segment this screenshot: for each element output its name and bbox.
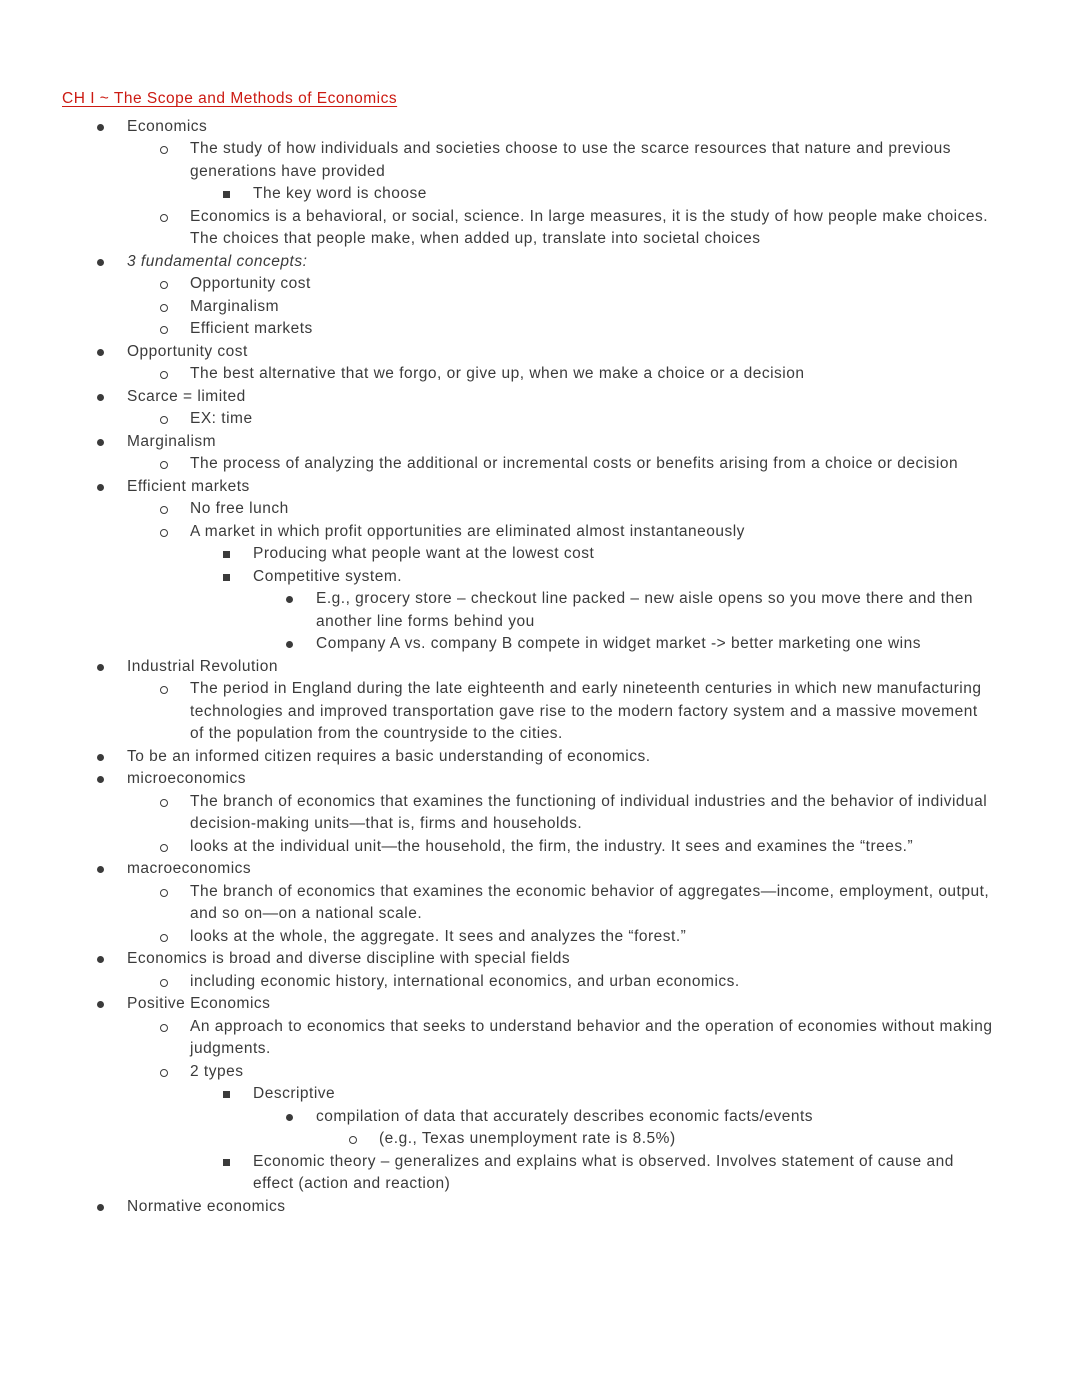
list-item-text: Marginalism bbox=[190, 297, 280, 315]
bullet-marker-box bbox=[286, 588, 316, 603]
list-item-text: The key word is choose bbox=[253, 185, 427, 202]
list-item-text: Company A vs. company B compete in widget market -> better marketing one wins bbox=[316, 635, 921, 652]
list-item-text: EX: time bbox=[190, 410, 253, 427]
list-item-text: 2 types bbox=[190, 1062, 244, 1080]
bullet-circle-icon bbox=[160, 686, 168, 694]
list-item-text: compilation of data that accurately describes economic facts/events bbox=[316, 1107, 814, 1125]
list-item bbox=[160, 678, 994, 746]
bullet-marker-box bbox=[160, 521, 190, 537]
list-item bbox=[97, 251, 994, 274]
list-item bbox=[286, 633, 994, 656]
bullet-marker-box bbox=[160, 363, 190, 379]
list-item bbox=[160, 1061, 994, 1084]
bullet-marker-box bbox=[160, 318, 190, 334]
bullet-disc-icon bbox=[97, 664, 104, 671]
bullet-marker-box bbox=[97, 251, 127, 266]
list-item-text: Producing what people want at the lowest cost bbox=[253, 545, 595, 562]
bullet-circle-icon bbox=[160, 304, 168, 312]
list-item bbox=[160, 318, 994, 341]
list-item bbox=[97, 431, 994, 454]
bullet-square-icon bbox=[223, 551, 230, 558]
bullet-disc-icon bbox=[97, 259, 104, 266]
list-item bbox=[160, 1016, 994, 1061]
bullet-marker-box bbox=[160, 138, 190, 154]
bullet-marker-box bbox=[160, 408, 190, 424]
list-item-text: Opportunity cost bbox=[127, 342, 248, 360]
list-item bbox=[223, 1151, 994, 1196]
bullet-disc-icon bbox=[286, 1114, 293, 1121]
list-item bbox=[160, 971, 994, 994]
list-item bbox=[160, 498, 994, 521]
list-item bbox=[223, 543, 994, 566]
list-item-text: E.g., grocery store – checkout line packed – new aisle opens so you move there and then another line forms behind you bbox=[316, 590, 973, 630]
bullet-marker-box bbox=[97, 948, 127, 963]
bullet-circle-icon bbox=[160, 281, 168, 289]
bullet-circle-icon bbox=[160, 146, 168, 154]
list-item-text: Competitive system. bbox=[253, 567, 403, 585]
bullet-circle-icon bbox=[160, 371, 168, 379]
list-item-text: Efficient markets bbox=[127, 477, 250, 495]
list-item-text: including economic history, international economics, and urban economics. bbox=[190, 972, 740, 990]
list-item bbox=[160, 926, 994, 949]
bullet-square-icon bbox=[223, 1159, 230, 1166]
list-item-text: The study of how individuals and societies choose to use the scarce resources that nature and previous generations have provided bbox=[190, 140, 951, 180]
bullet-marker-box bbox=[160, 926, 190, 942]
bullet-marker-box bbox=[286, 633, 316, 648]
bullet-marker-box bbox=[160, 1061, 190, 1077]
bullet-circle-icon bbox=[160, 979, 168, 987]
list-item bbox=[160, 363, 994, 386]
list-item-text: Industrial Revolution bbox=[127, 657, 278, 675]
bullet-marker-box bbox=[160, 1016, 190, 1032]
bullet-marker-box bbox=[160, 296, 190, 312]
notes-list bbox=[0, 116, 994, 1219]
list-item bbox=[160, 791, 994, 836]
bullet-marker-box bbox=[223, 566, 253, 581]
list-item-text: looks at the individual unit—the household, the firm, the industry. It sees and examines the “trees.” bbox=[190, 837, 914, 855]
bullet-square-icon bbox=[223, 574, 230, 581]
list-item bbox=[160, 453, 994, 476]
bullet-circle-icon bbox=[160, 416, 168, 424]
bullet-disc-icon bbox=[97, 484, 104, 491]
bullet-square-icon bbox=[223, 1091, 230, 1098]
list-item bbox=[286, 588, 994, 633]
list-item-text: To be an informed citizen requires a basic understanding of economics. bbox=[127, 747, 651, 765]
list-item bbox=[160, 296, 994, 319]
list-item bbox=[160, 881, 994, 926]
bullet-marker-box bbox=[97, 476, 127, 491]
bullet-marker-box bbox=[160, 678, 190, 694]
bullet-marker-box bbox=[223, 183, 253, 198]
bullet-marker-box bbox=[160, 791, 190, 807]
bullet-marker-box bbox=[160, 971, 190, 987]
bullet-marker-box bbox=[349, 1128, 379, 1144]
list-item-text: Positive Economics bbox=[127, 995, 271, 1012]
list-item bbox=[223, 1083, 994, 1106]
list-item bbox=[160, 273, 994, 296]
list-item bbox=[223, 566, 994, 589]
list-item bbox=[97, 116, 994, 139]
list-item bbox=[97, 746, 994, 769]
bullet-marker-box bbox=[160, 453, 190, 469]
list-item bbox=[160, 521, 994, 544]
bullet-marker-box bbox=[223, 543, 253, 558]
bullet-disc-icon bbox=[286, 641, 293, 648]
list-item-text: Economic theory – generalizes and explains what is observed. Involves statement of cause and effect (action and reaction) bbox=[253, 1152, 954, 1192]
list-item-text: Efficient markets bbox=[190, 320, 313, 337]
list-item-text: The period in England during the late eighteenth and early nineteenth centuries in which new manufacturing technologies and improved transportation gave rise to the modern factory system and a massive movement of the population from the countryside to the cities. bbox=[190, 680, 982, 742]
list-item-text: Economics is broad and diverse discipline with special fields bbox=[127, 950, 571, 967]
bullet-circle-icon bbox=[160, 506, 168, 514]
list-item bbox=[97, 768, 994, 791]
bullet-marker-box bbox=[223, 1151, 253, 1166]
list-item-text: An approach to economics that seeks to understand behavior and the operation of economies without making judgments. bbox=[190, 1017, 993, 1057]
bullet-circle-icon bbox=[160, 1024, 168, 1032]
bullet-marker-box bbox=[97, 386, 127, 401]
bullet-circle-icon bbox=[160, 934, 168, 942]
bullet-circle-icon bbox=[160, 529, 168, 537]
list-item bbox=[97, 993, 994, 1016]
list-item-text: The process of analyzing the additional or incremental costs or benefits arising from a choice or decision bbox=[190, 455, 959, 472]
bullet-disc-icon bbox=[97, 394, 104, 401]
bullet-marker-box bbox=[97, 1196, 127, 1211]
bullet-circle-icon bbox=[160, 1069, 168, 1077]
bullet-disc-icon bbox=[97, 349, 104, 356]
list-item bbox=[160, 138, 994, 183]
bullet-marker-box bbox=[97, 116, 127, 131]
list-item-text: Scarce = limited bbox=[127, 387, 246, 405]
bullet-marker-box bbox=[160, 273, 190, 289]
bullet-marker-box bbox=[286, 1106, 316, 1121]
list-item bbox=[286, 1106, 994, 1129]
bullet-circle-icon bbox=[160, 461, 168, 469]
bullet-marker-box bbox=[160, 206, 190, 222]
bullet-marker-box bbox=[97, 746, 127, 761]
bullet-disc-icon bbox=[286, 596, 293, 603]
bullet-disc-icon bbox=[97, 124, 104, 131]
list-item-text: 3 fundamental concepts: bbox=[127, 252, 308, 270]
list-item-text: Normative economics bbox=[127, 1197, 286, 1215]
bullet-marker-box bbox=[160, 498, 190, 514]
bullet-circle-icon bbox=[160, 799, 168, 807]
bullet-circle-icon bbox=[160, 889, 168, 897]
list-item bbox=[97, 386, 994, 409]
list-item-text: (e.g., Texas unemployment rate is 8.5%) bbox=[379, 1130, 676, 1147]
list-item bbox=[97, 948, 994, 971]
list-item bbox=[97, 341, 994, 364]
list-item bbox=[160, 206, 994, 251]
list-item-text: macroeconomics bbox=[127, 860, 252, 877]
list-item-text: The best alternative that we forgo, or give up, when we make a choice or a decision bbox=[190, 365, 805, 382]
list-item bbox=[160, 408, 994, 431]
list-item-text: microeconomics bbox=[127, 770, 246, 787]
bullet-marker-box bbox=[97, 656, 127, 671]
list-item-text: Marginalism bbox=[127, 432, 217, 450]
bullet-circle-icon bbox=[349, 1136, 357, 1144]
bullet-marker-box bbox=[160, 881, 190, 897]
bullet-disc-icon bbox=[97, 1001, 104, 1008]
bullet-marker-box bbox=[97, 858, 127, 873]
bullet-disc-icon bbox=[97, 776, 104, 783]
list-item-text: A market in which profit opportunities are eliminated almost instantaneously bbox=[190, 522, 745, 540]
list-item bbox=[97, 476, 994, 499]
list-item-text: The branch of economics that examines the economic behavior of aggregates—income, employment, output, and so on—on a national scale. bbox=[190, 882, 990, 922]
bullet-disc-icon bbox=[97, 1204, 104, 1211]
bullet-marker-box bbox=[97, 341, 127, 356]
list-item-text: The branch of economics that examines the functioning of individual industries and the behavior of individual decision-making units—that is, firms and households. bbox=[190, 792, 988, 832]
bullet-disc-icon bbox=[97, 754, 104, 761]
list-item bbox=[160, 836, 994, 859]
list-item bbox=[97, 858, 994, 881]
bullet-circle-icon bbox=[160, 214, 168, 222]
list-item bbox=[349, 1128, 994, 1151]
list-item-text: Descriptive bbox=[253, 1085, 336, 1102]
list-item bbox=[97, 1196, 994, 1219]
list-item-text: Economics bbox=[127, 117, 208, 135]
bullet-circle-icon bbox=[160, 326, 168, 334]
list-item-text: Opportunity cost bbox=[190, 275, 311, 292]
list-item-text: Economics is a behavioral, or social, science. In large measures, it is the study of how people make choices. The choices that people make, when added up, translate into societal choices bbox=[190, 207, 989, 247]
bullet-marker-box bbox=[97, 431, 127, 446]
list-item-text: No free lunch bbox=[190, 500, 289, 517]
bullet-disc-icon bbox=[97, 439, 104, 446]
list-item bbox=[223, 183, 994, 206]
list-item bbox=[97, 656, 994, 679]
document-title: CH I ~ The Scope and Methods of Economics bbox=[62, 90, 398, 107]
bullet-marker-box bbox=[160, 836, 190, 852]
bullet-disc-icon bbox=[97, 956, 104, 963]
bullet-marker-box bbox=[97, 768, 127, 783]
bullet-marker-box bbox=[97, 993, 127, 1008]
list-item-text: looks at the whole, the aggregate. It sees and analyzes the “forest.” bbox=[190, 927, 687, 945]
bullet-circle-icon bbox=[160, 844, 168, 852]
bullet-square-icon bbox=[223, 191, 230, 198]
bullet-marker-box bbox=[223, 1083, 253, 1098]
bullet-disc-icon bbox=[97, 866, 104, 873]
